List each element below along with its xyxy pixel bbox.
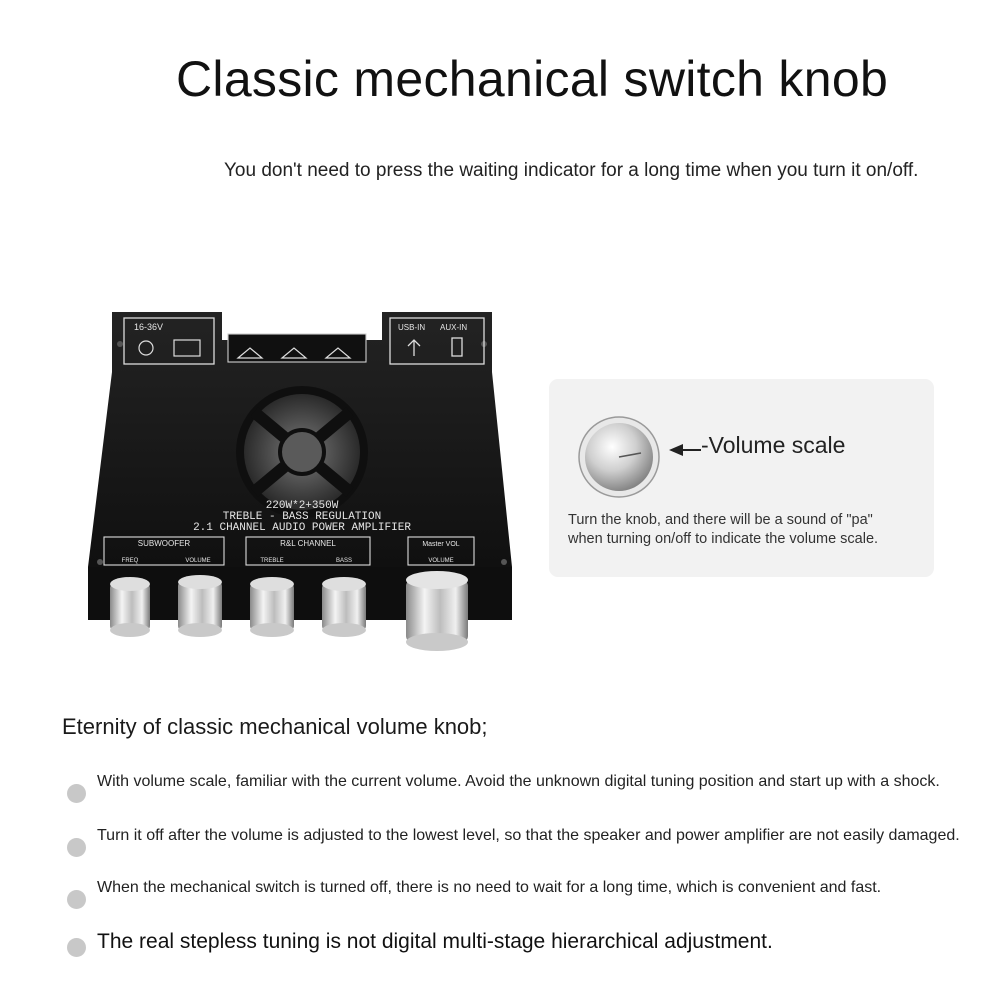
- bullet-dot-icon: [67, 784, 86, 803]
- volume-knob-icon: [577, 415, 661, 499]
- power-label: 16-36V: [134, 322, 164, 332]
- spec-line-2: TREBLE - BASS REGULATION: [222, 511, 382, 523]
- knob-volume-label: VOLUME: [185, 558, 211, 564]
- group-rl-label: R&L CHANNEL: [280, 539, 336, 548]
- page-subtitle: You don't need to press the waiting indicator for a long time when you turn it on/off.: [224, 160, 919, 181]
- knob-master-volume[interactable]: [406, 571, 468, 651]
- knob-sub-volume[interactable]: [178, 575, 222, 637]
- callout-desc-line-2: when turning on/off to indicate the volume scale.: [568, 531, 879, 547]
- knob-treble[interactable]: [250, 577, 294, 637]
- amplifier-board-image: [82, 312, 522, 672]
- spec-line-3: 2.1 CHANNEL AUDIO POWER AMPLIFIER: [193, 522, 411, 534]
- bullet-dot-icon: [67, 838, 86, 857]
- knob-bass[interactable]: [322, 577, 366, 637]
- group-master-label: Master VOL: [422, 541, 460, 548]
- aux-label: AUX-IN: [440, 323, 468, 332]
- knob-freq[interactable]: [110, 577, 150, 637]
- knob-bass-label: BASS: [335, 558, 353, 564]
- callout-description: [568, 511, 928, 549]
- group-subwoofer-label: SUBWOOFER: [137, 539, 191, 548]
- knob-treble-label: TREBLE: [260, 558, 284, 564]
- list-item-text: Turn it off after the volume is adjusted to the lowest level, so that the speaker and power amplifier are not easily damaged.: [97, 827, 960, 844]
- page-title: Classic mechanical switch knob: [176, 51, 889, 107]
- features-heading: Eternity of classic mechanical volume knob;: [62, 714, 488, 739]
- spec-line-1: 220W*2+350W: [265, 500, 339, 512]
- volume-scale-label: -Volume scale: [701, 432, 846, 458]
- bullet-dot-icon: [67, 890, 86, 909]
- knob-freq-label: FREQ: [121, 558, 139, 564]
- list-item-text: When the mechanical switch is turned off, there is no need to wait for a long time, which is convenient and fast.: [97, 879, 882, 896]
- list-item-text: With volume scale, familiar with the current volume. Avoid the unknown digital tuning position and start up with a shock.: [97, 773, 940, 790]
- knob-master-label: VOLUME: [428, 558, 454, 564]
- callout-desc-line-1: Turn the knob, and there will be a sound of "pa": [568, 512, 873, 528]
- volume-scale-callout: [549, 379, 934, 577]
- usb-label: USB-IN: [398, 323, 426, 332]
- bullet-dot-icon: [67, 938, 86, 957]
- arrow-left-icon: [667, 441, 703, 459]
- list-item-text: The real stepless tuning is not digital multi-stage hierarchical adjustment.: [97, 930, 773, 953]
